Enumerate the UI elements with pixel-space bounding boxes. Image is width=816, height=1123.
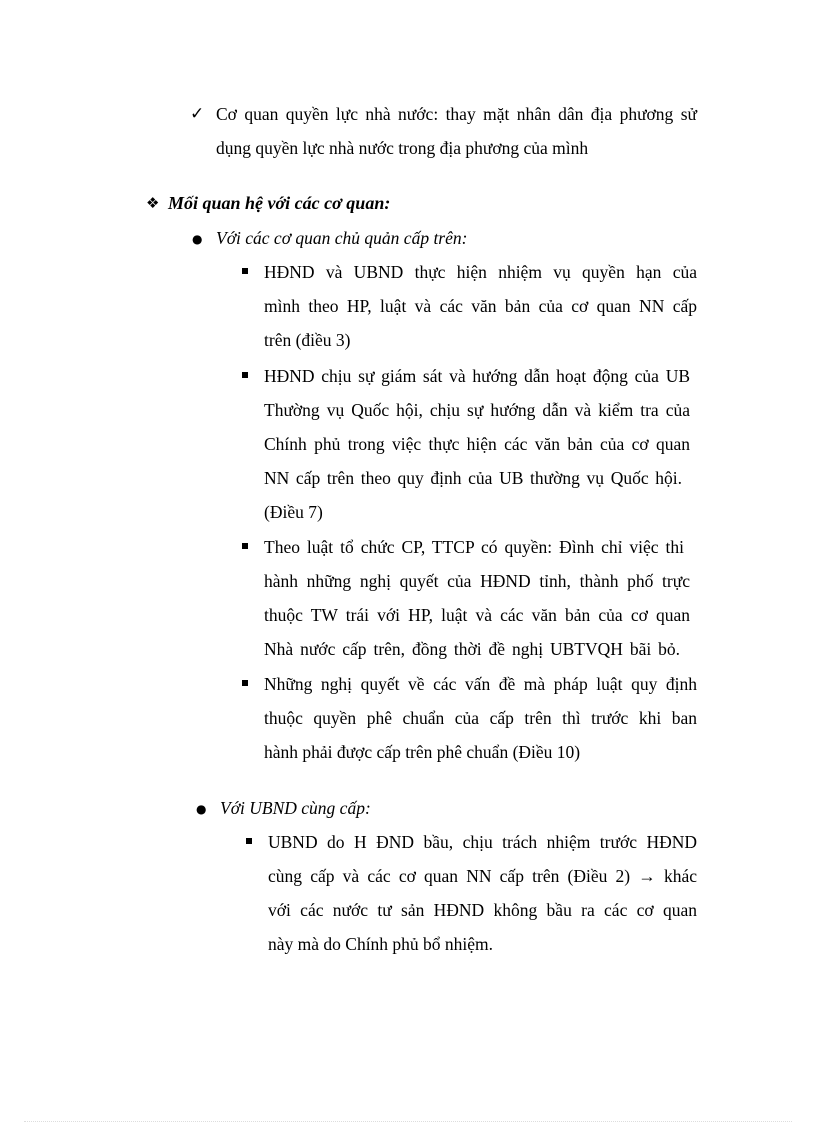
page-bottom-border (24, 1121, 792, 1122)
item-3-line-3: thuộc TW trái với HP, luật và các văn bản của cơ quan (264, 605, 690, 625)
item-1-line-2: mình theo HP, luật và các văn bản của cơ quan NN cấp (264, 296, 697, 316)
item-1-line-1: HĐND và UBND thực hiện nhiệm vụ quyền hạn của (264, 262, 697, 282)
item-4-line-3: hành phải được cấp trên phê chuẩn (Điều 10) (264, 742, 581, 762)
item-2-line-3: Chính phủ trong việc thực hiện các văn bản của cơ quan (264, 434, 690, 454)
item-1-line-3: trên (điều 3) (264, 330, 351, 350)
item-3-line-2: hành những nghị quyết của HĐND tỉnh, thành phố trực (264, 571, 690, 591)
item-5-line-1: UBND do H ĐND bầu, chịu trách nhiệm trước HĐND (268, 832, 697, 852)
diamond-bullet-icon: ❖ (146, 194, 160, 212)
subsection-2-title: Với UBND cùng cấp: (220, 798, 371, 818)
intro-item-line-1: Cơ quan quyền lực nhà nước: thay mặt nhân dân địa phương sử (216, 104, 697, 124)
square-bullet-icon (242, 268, 248, 274)
item-3-line-4: Nhà nước cấp trên, đồng thời đề nghị UBTVQH bãi bỏ. (264, 639, 680, 659)
item-5-line-2: cùng cấp và các cơ quan NN cấp trên (Điều 2) → khác (268, 866, 697, 886)
intro-item-line-2: dụng quyền lực nhà nước trong địa phương của mình (216, 138, 589, 158)
item-2-line-5: (Điều 7) (264, 502, 323, 522)
section-heading: Mối quan hệ với các cơ quan: (168, 193, 391, 213)
item-4-line-1: Những nghị quyết về các vấn đề mà pháp luật quy định (264, 674, 697, 694)
item-5-line-4: này mà do Chính phủ bổ nhiệm. (268, 934, 494, 954)
checkmark-icon: ✓ (190, 104, 205, 124)
square-bullet-icon (246, 838, 252, 844)
item-5-line-3: với các nước tư sản HĐND không bầu ra các cơ quan (268, 900, 697, 920)
square-bullet-icon (242, 372, 248, 378)
square-bullet-icon (242, 543, 248, 549)
item-4-line-2: thuộc quyền phê chuẩn của cấp trên thì trước khi ban (264, 708, 697, 728)
square-bullet-icon (242, 680, 248, 686)
item-2-line-2: Thường vụ Quốc hội, chịu sự hướng dẫn và kiểm tra của (264, 400, 690, 420)
item-3-line-1: Theo luật tổ chức CP, TTCP có quyền: Đình chỉ việc thi (264, 537, 684, 557)
item-2-line-1: HĐND chịu sự giám sát và hướng dẫn hoạt động của UB (264, 366, 690, 386)
item-2-line-4: NN cấp trên theo quy định của UB thường vụ Quốc hội. (264, 468, 682, 488)
subsection-1-title: Với các cơ quan chủ quản cấp trên: (216, 228, 468, 248)
round-bullet-icon: ● (196, 802, 207, 816)
round-bullet-icon: ● (192, 232, 203, 246)
